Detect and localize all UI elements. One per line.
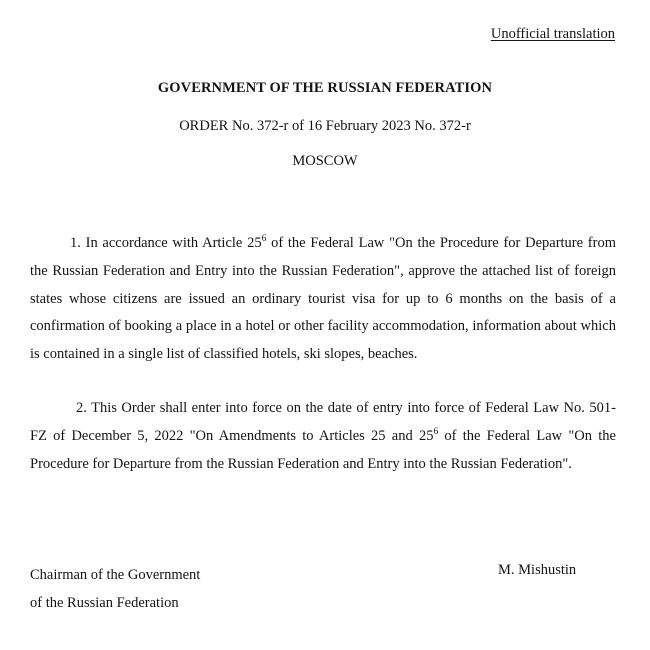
paragraph-2-text-end: of the Federal Law "On the Procedure for Departure from the Russian Federation and Entry into the Russian Federation". [30, 427, 616, 472]
signatory-title [30, 562, 200, 617]
paragraph-1 [30, 230, 616, 369]
unofficial-translation-note: Unofficial translation [490, 26, 615, 42]
paragraph-2 [30, 395, 616, 478]
signatory-name: M. Mishustin [498, 562, 577, 578]
paragraph-1-text-end: of the Federal Law "On the Procedure for Departure from the Russian Federation and Entry into the Russian Federation", approve the attached list of foreign states whose citizens are issued an ordinary tourist visa for up to 6 months on the basis of a confirmation of booking a place in a hotel or other facility accommodation, information about which is contained in a single list of classified hotels, ski slopes, beaches. [30, 235, 616, 363]
paragraph-2-text-start: 2. This Order shall enter into force on the date of entry into force of Federal Law No. 501-FZ of December 5, 2022 "On Amendments to Articles 25 and 25 [30, 400, 616, 444]
government-heading: GOVERNMENT OF THE RUSSIAN FEDERATION [157, 80, 493, 96]
city-line: MOSCOW [292, 153, 358, 169]
paragraph-2-superscript: 6 [433, 426, 439, 437]
order-number-line: ORDER No. 372-r of 16 February 2023 No. 372-r [179, 118, 471, 134]
signatory-title-line-2: of the Russian Federation [30, 594, 179, 611]
signatory-title-line-1: Chairman of the Government [30, 567, 201, 583]
paragraph-1-superscript: 6 [261, 234, 267, 245]
paragraph-1-text-start: 1. In accordance with Article 25 [70, 235, 262, 251]
